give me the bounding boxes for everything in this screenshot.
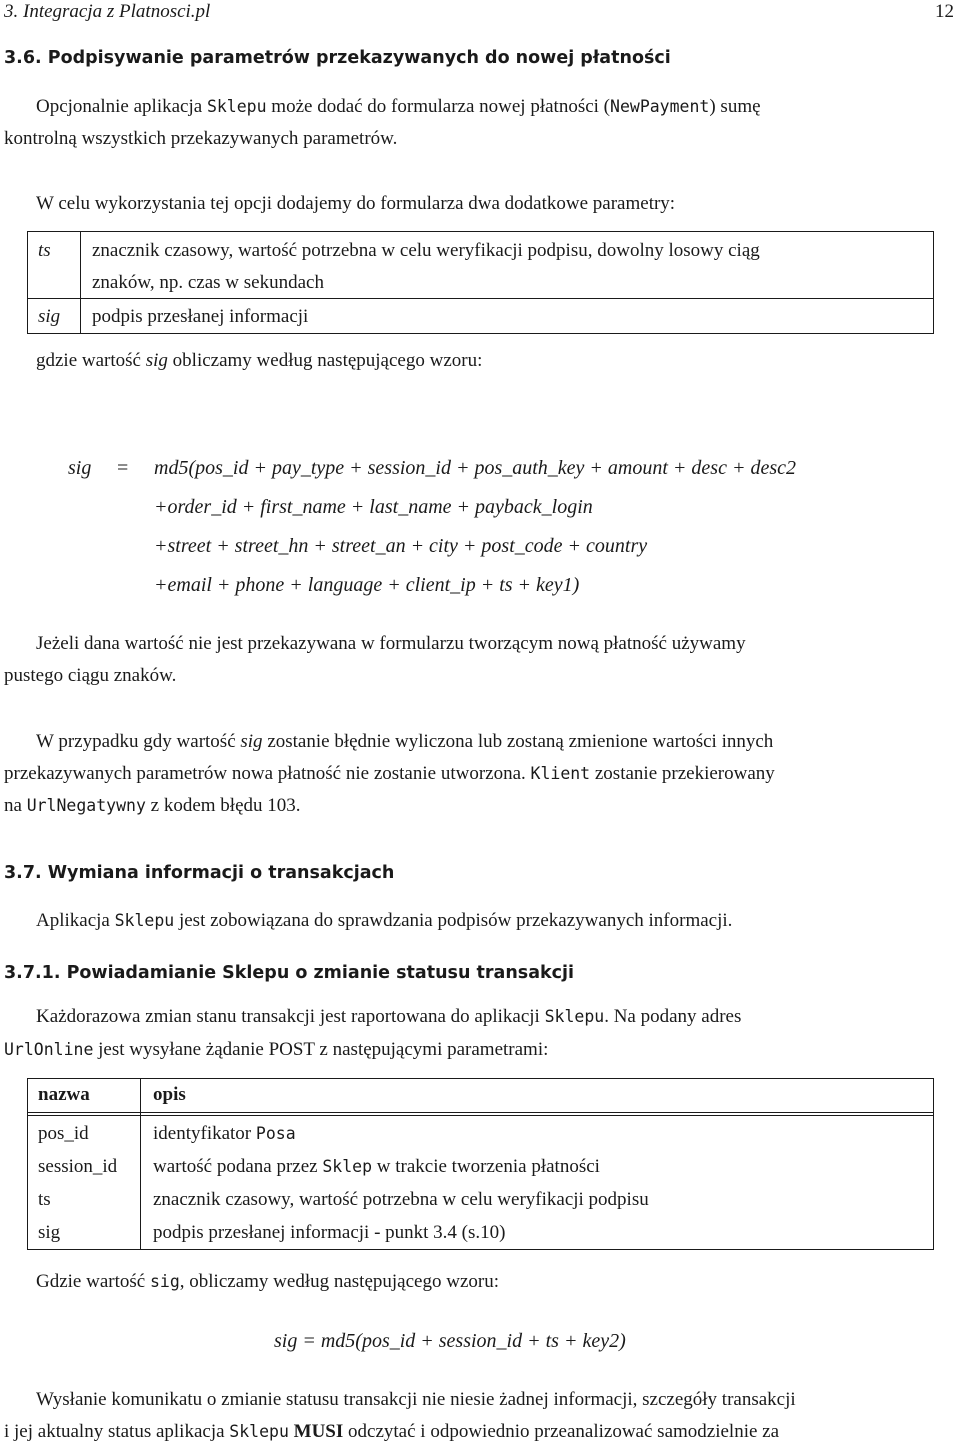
paragraph-error-line3: na UrlNegatywny z kodem błędu 103.: [4, 795, 301, 816]
code-newpayment: NewPayment: [610, 97, 710, 116]
code-sklepu: Sklepu: [206, 97, 267, 116]
table-row-desc: znacznik czasowy, wartość potrzebna w celu weryfikacji podpisu: [153, 1189, 649, 1210]
code-urlnegatywny: UrlNegatywny: [26, 796, 146, 815]
paragraph-intro-line2: kontrolną wszystkich przekazywanych parametrów.: [4, 128, 398, 149]
formula-intro: gdzie wartość sig obliczamy według następującego wzoru:: [36, 350, 483, 371]
table-header-desc: opis: [153, 1084, 186, 1105]
paragraph-3-7: Aplikacja Sklepu jest zobowiązana do sprawdzania podpisów przekazywanych informacji.: [36, 910, 733, 931]
emphasis-musi: MUSI: [293, 1421, 344, 1442]
formula-line-1: md5(pos_id + pay_type + session_id + pos_auth_key + amount + desc + desc2: [154, 457, 796, 479]
paragraph-final-line2: i jej aktualny status aplikacja Sklepu MUSI odczytać i odpowiednio przeanalizować samodzielnie za: [4, 1421, 780, 1442]
paragraph-empty-line2: pustego ciągu znaków.: [4, 665, 177, 686]
formula2-intro: Gdzie wartość sig, obliczamy według następującego wzoru:: [36, 1271, 499, 1292]
code-urlonline: UrlOnline: [4, 1040, 94, 1059]
page-number: 12: [935, 1, 954, 22]
table-row-name: sig: [38, 1222, 61, 1243]
formula-lhs: sig: [68, 457, 92, 479]
table-row-name: pos_id: [38, 1123, 89, 1144]
code-sig: sig: [149, 1272, 180, 1291]
paragraph-notify-line2: UrlOnline jest wysyłane żądanie POST z następującymi parametrami:: [4, 1039, 549, 1060]
paragraph-intro-line1: Opcjonalnie aplikacja Sklepu może dodać do formularza nowej płatności (NewPayment) sumę: [36, 96, 761, 117]
paragraph-error-line1: W przypadku gdy wartość sig zostanie błędnie wyliczona lub zostaną zmienione wartości innych: [36, 731, 774, 752]
table-row-desc: wartość podana przez Sklep w trakcie tworzenia płatności: [153, 1156, 600, 1177]
param-desc-ts-line2: znaków, np. czas w sekundach: [92, 272, 324, 293]
param-desc-ts-line1: znacznik czasowy, wartość potrzebna w celu weryfikacji podpisu, dowolny losowy ciąg: [92, 240, 760, 261]
formula-line-2: +order_id + first_name + last_name + payback_login: [154, 496, 593, 518]
section-3-7-title: 3.7. Wymiana informacji o transakcjach: [4, 863, 395, 883]
sig-formula-2: sig = md5(pos_id + session_id + ts + key2): [274, 1330, 626, 1352]
formula-equals: =: [117, 457, 129, 479]
section-3-7-1-title: 3.7.1. Powiadamianie Sklepu o zmianie statusu transakcji: [4, 963, 575, 983]
table-row-desc: podpis przesłanej informacji - punkt 3.4 (s.10): [153, 1222, 506, 1243]
table-row-name: session_id: [38, 1156, 118, 1177]
table-header-name: nazwa: [38, 1084, 90, 1105]
param-name-ts: ts: [38, 240, 51, 261]
paragraph-error-line2: przekazywanych parametrów nowa płatność nie zostanie utworzona. Klient zostanie przekierowany: [4, 763, 775, 784]
paragraph-params-intro: W celu wykorzystania tej opcji dodajemy do formularza dwa dodatkowe parametry:: [36, 193, 676, 214]
param-name-sig: sig: [38, 306, 61, 327]
param-desc-sig: podpis przesłanej informacji: [92, 306, 309, 327]
section-3-6-title: 3.6. Podpisywanie parametrów przekazywanych do nowej płatności: [4, 48, 671, 68]
table-row-name: ts: [38, 1189, 51, 1210]
paragraph-notify-line1: Każdorazowa zmian stanu transakcji jest raportowana do aplikacji Sklepu. Na podany adres: [36, 1006, 742, 1027]
table-row-desc: identyfikator Posa: [153, 1123, 296, 1144]
formula-line-4: +email + phone + language + client_ip + ts + key1): [154, 574, 580, 596]
paragraph-final-line1: Wysłanie komunikatu o zmianie statusu transakcji nie niesie żadnej informacji, szczegóły transakcji: [36, 1389, 796, 1410]
formula-line-3: +street + street_hn + street_an + city + post_code + country: [154, 535, 648, 557]
code-klient: Klient: [530, 764, 591, 783]
paragraph-empty-line1: Jeżeli dana wartość nie jest przekazywana w formularzu tworzącym nową płatność używamy: [36, 633, 746, 654]
running-header: 3. Integracja z Platnosci.pl: [4, 1, 211, 22]
